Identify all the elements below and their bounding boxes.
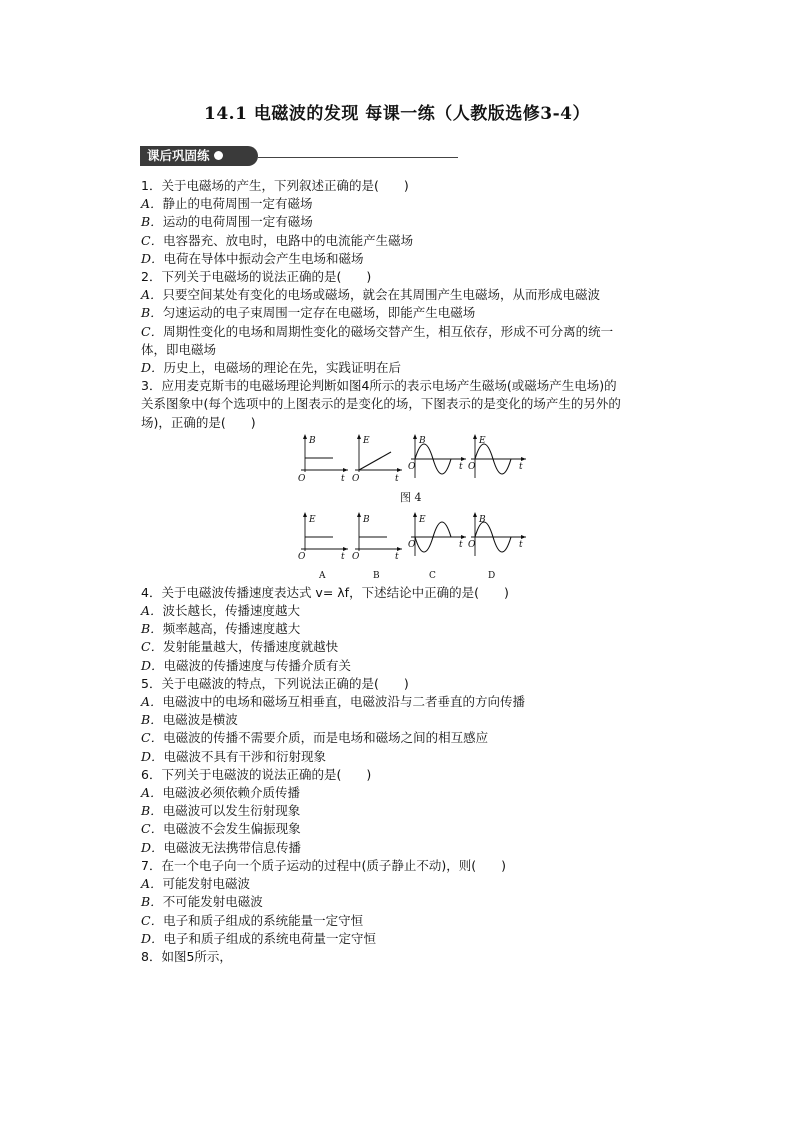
graph-top-4 xyxy=(468,434,526,478)
option-c: C．电磁波的传播不需要介质，而是电场和磁场之间的相互感应 xyxy=(141,730,489,746)
question-1 xyxy=(141,177,681,268)
option-c: C．周期性变化的电场和周期性变化的磁场交替产生，相互依存，形成不可分离的统一 xyxy=(141,323,614,339)
arrow-icon xyxy=(473,434,477,439)
field-graphs xyxy=(141,434,681,584)
arrow-icon xyxy=(343,547,348,551)
question-stem: 1．关于电磁场的产生，下列叙述正确的是( ) xyxy=(141,178,409,193)
graph-bottom-d xyxy=(468,512,526,581)
question-stem: 2．下列关于电磁场的说法正确的是( ) xyxy=(141,269,372,285)
time-label: t xyxy=(459,539,463,550)
option-b: B．不可能发射电磁波 xyxy=(141,894,263,910)
origin-label: O xyxy=(298,551,306,562)
arrow-icon xyxy=(303,434,307,439)
option-b: B．匀速运动的电子束周围一定存在电磁场，即能产生电磁场 xyxy=(141,305,476,321)
option-c: C．电磁波不会发生偏振现象 xyxy=(141,821,301,837)
question-3 xyxy=(141,377,681,584)
option-d: D．历史上，电磁场的理论在先，实践证明在后 xyxy=(141,360,402,376)
question-stem: 7．在一个电子向一个质子运动的过程中(质子静止不动)，则( ) xyxy=(141,857,506,873)
question-stem: 5．关于电磁波的特点，下列说法正确的是( ) xyxy=(141,675,409,691)
option-b: B．运动的电荷周围一定有磁场 xyxy=(141,214,313,230)
option-a: A．静止的电荷周围一定有磁场 xyxy=(141,196,313,212)
option-d: D．电磁波的传播速度与传播介质有关 xyxy=(141,657,352,673)
question-6 xyxy=(141,766,681,857)
question-list xyxy=(141,177,681,966)
question-7 xyxy=(141,857,681,948)
origin-label: O xyxy=(468,461,476,472)
linear-curve xyxy=(359,452,391,470)
section-header xyxy=(140,146,460,168)
arrow-icon xyxy=(357,434,361,439)
origin-label: O xyxy=(468,539,476,550)
option-b: B．电磁波是横波 xyxy=(141,712,238,728)
origin-label: O xyxy=(408,539,416,550)
question-stem: 8．如图5所示， xyxy=(141,948,232,964)
graph-bottom-c xyxy=(408,512,466,581)
option-d: D．电子和质子组成的系统电荷量一定守恒 xyxy=(141,930,377,946)
time-label: t xyxy=(341,551,345,562)
option-label: B xyxy=(373,570,380,581)
option-a: A．电磁波中的电场和磁场互相垂直，电磁波沿与二者垂直的方向传播 xyxy=(141,694,526,710)
option-label: A xyxy=(319,570,326,581)
option-b: B．频率越高，传播速度越大 xyxy=(141,621,301,637)
axis-label: E xyxy=(419,514,426,525)
axis-label: B xyxy=(363,514,370,525)
option-b: B．电磁波可以发生衍射现象 xyxy=(141,803,301,819)
origin-label: O xyxy=(352,551,360,562)
arrow-icon xyxy=(397,547,402,551)
arrow-icon xyxy=(461,535,466,539)
section-rule xyxy=(258,157,458,158)
arrow-icon xyxy=(357,512,361,517)
axis-label: E xyxy=(479,435,486,446)
graph-bottom-a xyxy=(298,512,348,581)
arrow-icon xyxy=(343,468,348,472)
question-stem-line: 关系图象中(每个选项中的上图表示的是变化的场，下图表示的是变化的场产生的另外的 xyxy=(141,396,621,412)
time-label: t xyxy=(395,551,399,562)
section-label: 课后巩固练 xyxy=(147,148,210,163)
axis-label: E xyxy=(309,514,316,525)
bullet-dot-icon xyxy=(214,151,223,160)
option-label: C xyxy=(429,570,436,581)
axis-label: B xyxy=(479,514,486,525)
graph-top-1 xyxy=(298,434,348,484)
figure-4 xyxy=(141,434,681,584)
axis-label: B xyxy=(419,435,426,446)
origin-label: O xyxy=(408,461,416,472)
arrow-icon xyxy=(413,434,417,439)
question-stem: 4．关于电磁波传播速度表达式 v= λf，下述结论中正确的是( ) xyxy=(141,584,509,600)
time-label: t xyxy=(341,473,345,484)
option-d: D．电磁波不具有干涉和衍射现象 xyxy=(141,748,327,764)
figure-caption: 图 4 xyxy=(400,490,422,504)
question-stem-line: 3．应用麦克斯韦的电磁场理论判断如图4所示的表示电场产生磁场(或磁场产生电场)的 xyxy=(141,378,617,394)
axis-label: B xyxy=(309,435,316,446)
arrow-icon xyxy=(413,512,417,517)
graph-top-2 xyxy=(352,434,402,484)
question-stem-line: 场)，正确的是( ) xyxy=(141,414,256,430)
option-a: A．波长越长，传播速度越大 xyxy=(141,603,301,619)
question-4 xyxy=(141,584,681,675)
axis-label: E xyxy=(363,435,370,446)
time-label: t xyxy=(459,461,463,472)
arrow-icon xyxy=(303,512,307,517)
arrow-icon xyxy=(473,512,477,517)
question-stem: 6．下列关于电磁波的说法正确的是( ) xyxy=(141,766,372,782)
question-8 xyxy=(141,948,681,966)
arrow-icon xyxy=(521,457,526,461)
option-label: D xyxy=(488,570,496,581)
time-label: t xyxy=(519,539,523,550)
graph-top-3 xyxy=(408,434,466,478)
option-a: A．只要空间某处有变化的电场或磁场，就会在其周围产生电磁场，从而形成电磁波 xyxy=(141,287,601,303)
time-label: t xyxy=(395,473,399,484)
option-c: C．发射能量越大，传播速度就越快 xyxy=(141,639,339,655)
option-d: D．电磁波无法携带信息传播 xyxy=(141,839,302,855)
graph-bottom-b xyxy=(352,512,402,581)
option-a: A．电磁波必须依赖介质传播 xyxy=(141,785,301,801)
option-c: C．电容器充、放电时，电路中的电流能产生磁场 xyxy=(141,232,414,248)
arrow-icon xyxy=(521,535,526,539)
section-badge xyxy=(140,146,258,166)
option-a: A．可能发射电磁波 xyxy=(141,876,251,892)
origin-label: O xyxy=(352,473,360,484)
question-2 xyxy=(141,268,681,377)
origin-label: O xyxy=(298,473,306,484)
page-title: 14.1 电磁波的发现 每课一练（人教版选修3-4） xyxy=(204,104,590,124)
question-5 xyxy=(141,675,681,766)
arrow-icon xyxy=(461,457,466,461)
time-label: t xyxy=(519,461,523,472)
option-c-continued: 体，即电磁场 xyxy=(141,341,217,357)
option-c: C．电子和质子组成的系统能量一定守恒 xyxy=(141,912,364,928)
arrow-icon xyxy=(397,468,402,472)
option-d: D．电荷在导体中振动会产生电场和磁场 xyxy=(141,250,364,266)
